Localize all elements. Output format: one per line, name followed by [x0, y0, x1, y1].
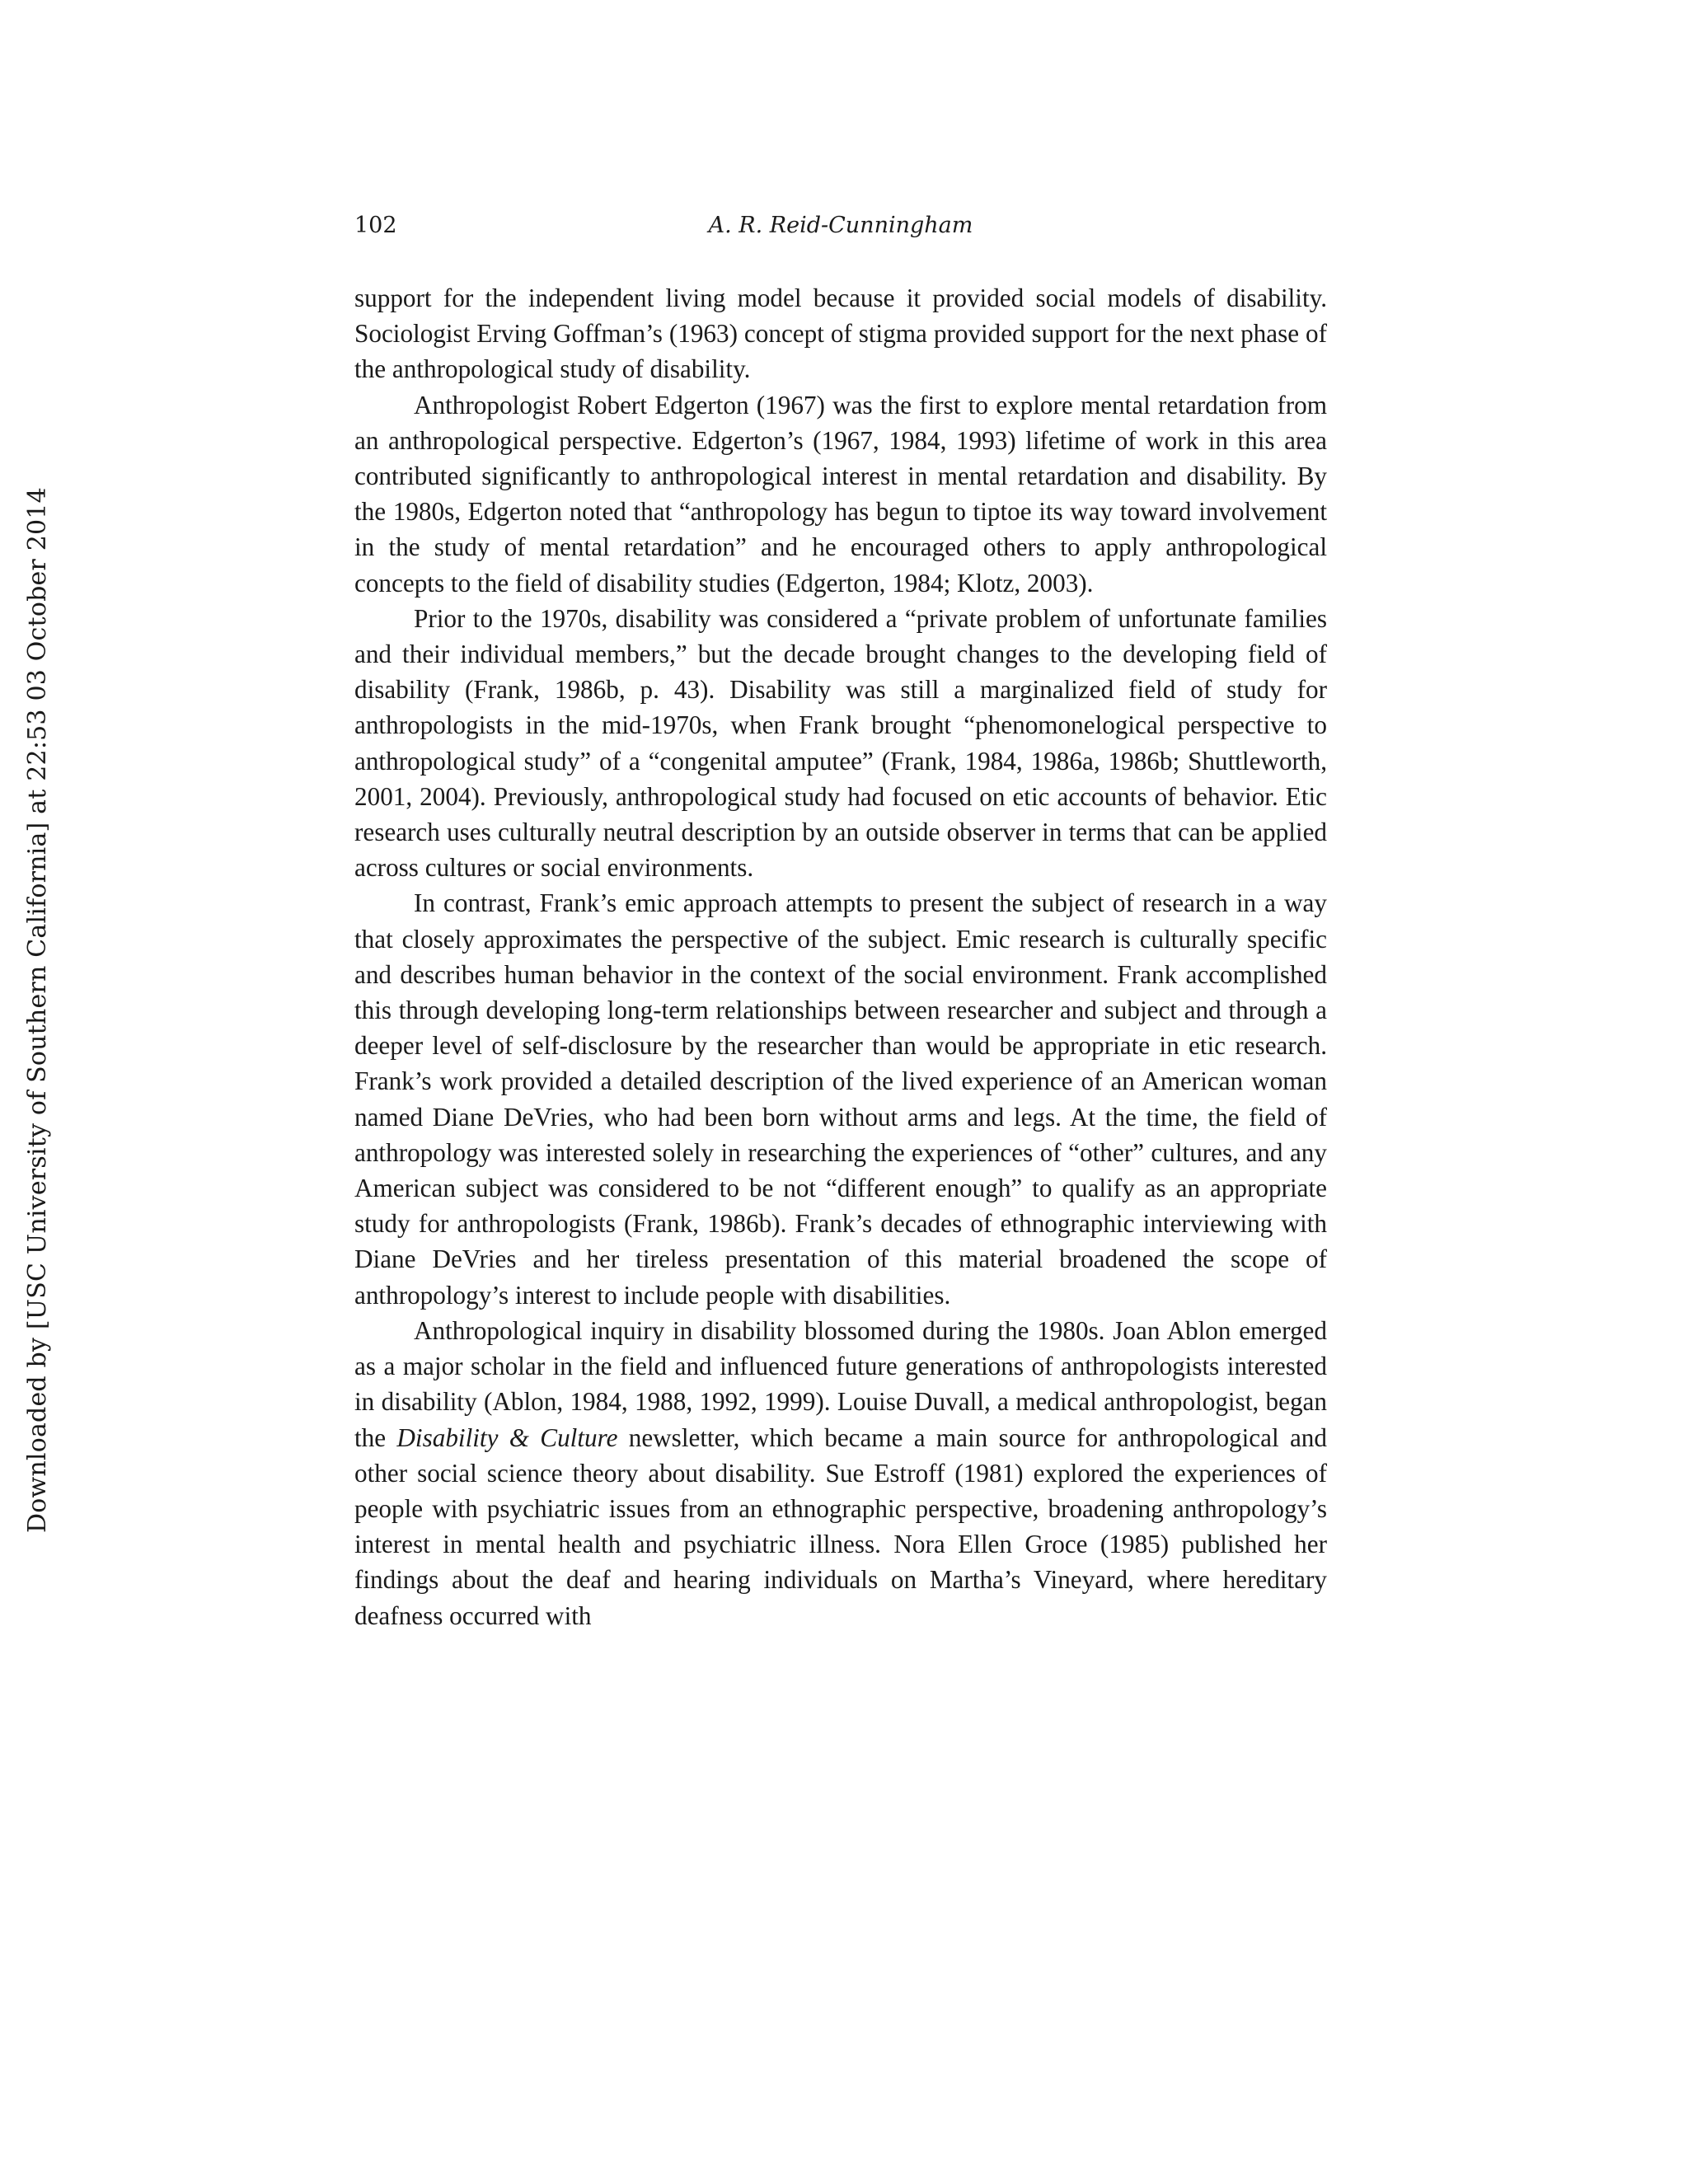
running-header: [354, 213, 1327, 246]
paragraph-4: In contrast, Frank’s emic approach attempts to present the subject of research in a way that closely approximates the perspective of the subject. Emic research is culturally specific and describes human behavior in the context of the social environment. Frank accomplished this through developing long-term relationships between researcher and subject and through a deeper level of self-disclosure by the researcher than would be appropriate in etic research. Frank’s work provided a detailed description of the lived experience of an American woman named Diane DeVries, who had been born without arms and legs. At the time, the field of anthropology was interested solely in researching the experiences of “other” cultures, and any American subject was considered to be not “different enough” to qualify as an appropriate study for anthropologists (Frank, 1986b). Frank’s decades of ethnographic interviewing with Diane DeVries and her tireless presentation of this material broadened the scope of anthropology’s interest to include people with disabilities.: [354, 888, 1327, 1310]
page-number: 102: [354, 213, 397, 238]
paragraph-1: support for the independent living model because it provided social models of disability. Sociologist Erving Goffman’s (1963) concept of stigma provided support for the next phase of the anthropological study of disability.: [354, 284, 1327, 384]
paragraph-2: Anthropologist Robert Edgerton (1967) was the first to explore mental retardation from an anthropological perspective. Edgerton’s (1967, 1984, 1993) lifetime of work in this area contributed significantly to anthropological interest in mental retardation and disability. By the 1980s, Edgerton noted that “anthropology has begun to tiptoe its way toward involvement in the study of mental retardation” and he encouraged others to apply anthropological concepts to the field of disability studies (Edgerton, 1984; Klotz, 2003).: [354, 390, 1327, 598]
paragraph-5-text-end: newsletter, which became a main source for anthropological and other social science theory about disability. Sue Estroff (1981) explored the experiences of people with psychiatric issues from an ethnographic perspective, broadening anthropology’s interest in mental health and psychiatric illness. Nora Ellen Groce (1985) published her findings about the deaf and hearing individuals on Martha’s Vineyard, where hereditary deafness occurred with: [354, 1422, 1327, 1630]
running-author: A. R. Reid-Cunningham: [708, 213, 973, 238]
download-notice: Downloaded by [USC University of Southern California] at 22:53 03 October 2014: [23, 487, 52, 1533]
newsletter-title: Disability & Culture: [396, 1422, 618, 1452]
paragraph-5: [354, 1313, 1327, 1633]
body-text: [354, 280, 1327, 1633]
paragraph-3: Prior to the 1970s, disability was considered a “private problem of unfortunate families and their individual members,” but the decade brought changes to the developing field of disability (Frank, 1986b, p. 43). Disability was still a marginalized field of study for anthropologists in the mid-1970s, when Frank brought “phenomonelogical perspective to anthropological study” of a “congenital amputee” (Frank, 1984, 1986a, 1986b; Shuttleworth, 2001, 2004). Previously, anthropological study had focused on etic accounts of behavior. Etic research uses culturally neutral description by an outside observer in terms that can be applied across cultures or social environments.: [354, 603, 1327, 883]
paragraph-5-text-start: Anthropological inquiry in disability blossomed during the 1980s. Joan Ablon emerged as a major scholar in the field and influenced future generations of anthropologists interested in disability (Ablon, 1984, 1988, 1992, 1999). Louise Duvall, a medical anthropologist, began the: [354, 1315, 1327, 1452]
